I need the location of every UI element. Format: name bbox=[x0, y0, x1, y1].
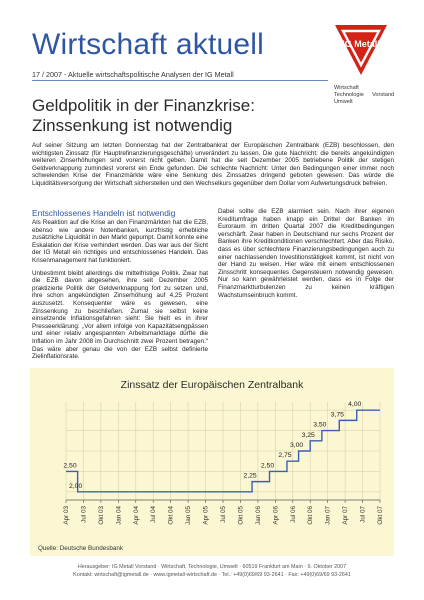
x-tick-label: Okt 07 bbox=[377, 506, 384, 525]
chart-title: Zinssatz der Europäischen Zentralbank bbox=[120, 379, 304, 391]
x-tick-label: Jan 04 bbox=[115, 506, 123, 525]
article-title bbox=[32, 96, 255, 136]
footer bbox=[0, 563, 424, 579]
chart-source: Quelle: Deutsche Bundesbank bbox=[38, 545, 124, 552]
col2-paragraph-1: Dabei sollte die EZB alarmiert sein. Nach ihrer eigenen Kreditumfrage haben knapp ein Drittel der Banken im Euroraum im dritten Quartal 2007 die Kreditbedingungen verschärft. Zwar haben in Deutschland nur sechs Prozent der Banken ihre Kreditkonditionen verschlechtert. Aber das Risiko, dass es über schlechtere Finanzierungsbedingungen auch zu einer nachlassenden Investitionstätigkeit kommt, ist nicht von der Hand zu weisen. Hier wäre mit einem entschlossenen Zinsschritt konsequentes Gegensteuern notwendig gewesen. Nur so kann gewährleistet werden, dass es in Folge der Finanzmarktturbulenzen zu keinen kräftigen Wachstumseinbruch kommt. bbox=[218, 208, 394, 299]
column-right bbox=[218, 208, 394, 304]
x-tick-label: Okt 04 bbox=[167, 506, 175, 525]
issue-line: 17 / 2007 - Aktuelle wirtschaftspolitische Analysen der IG Metall bbox=[32, 70, 234, 79]
x-tick-label: Okt 05 bbox=[237, 506, 245, 525]
logo-text: IG Metall bbox=[342, 39, 380, 49]
col1-paragraph-2: Unbestimmt bleibt allerdings die mittelfristige Politik. Zwar hat die EZB davon abgesehen, ihre seit Dezember 2005 praktizierte Politik der Geldverknappung fort zu setzen und, ihre schon angekündigten Zinserhöhung auf 4,25 Prozent auszusetzt. Konsequenter wäre es gewesen, eine Zinssenkung zu beschließen. Zumal sie selbst keine einsetzende Inflationsgefahren sieht: Sie hielt es in ihrer Presseerklärung: „Vor allem infolge von Kapazitätsengpässen und einer relativ angespannten Arbeitsmarktlage dürfte die Inflation im Jahr 2008 im Durchschnitt zwei Prozent betragen.“ Das wäre aber genau die von der EZB selbst definierte Zielinflationsrate. bbox=[32, 269, 208, 361]
data-label: 2,00 bbox=[69, 482, 83, 490]
unit-line-3: Umwelt bbox=[334, 99, 353, 105]
lead-paragraph: Auf seiner Sitzung am letzten Donnerstag hat der Zentralbankrat der Europäischen Zentralbank (EZB) beschlossen, den wichtigsten Zinssatz (für Hauptrefinanzierungsgeschäfte) unverändert zu lassen. Die gute Nachricht: die bereits angekündigten weiteren Zinserhöhungen sind vorerst nicht geben. Damit hat die seit Dezember 2005 betriebene Politik der stetigen Geldverknappung zumindest vorerst ein Ende gefunden. Die schlechte Nachricht: Unter den Bedingungen einer immer noch schwelenden Krise der Finanzmärkte wäre eine Senkung des Zinssatzes dringend geboten gewesen. Das würde die Liquiditätsversorgung der Wirtschaft sicherstellen und den Wechselkurs gegenüber dem Dollar vom Aufwertungsdruck befreien. bbox=[32, 142, 394, 187]
x-tick-label: Apr 03 bbox=[63, 506, 70, 525]
x-tick-label: Apr 04 bbox=[132, 506, 140, 525]
x-tick-label: Apr 07 bbox=[342, 506, 350, 525]
x-tick-label: Jul 03 bbox=[80, 506, 88, 523]
chart-data-labels bbox=[63, 401, 361, 490]
col1-paragraph-1: Als Reaktion auf die Krise an den Finanzmärkten hat die EZB, ebenso wie andere Notenbanken, kurzfristig erhebliche zusätzliche Liquidität in den Markt gepumpt. Damit konnte eine Eskalation der Krise verhindert werden. Das war aus der Sicht der IG Metall ein richtiges und entschlossenes Handeln. Das Krisenmanagement hat funktioniert. bbox=[32, 219, 208, 264]
data-label: 3,00 bbox=[289, 442, 304, 449]
unit-right: Vorstand bbox=[372, 92, 395, 98]
header-divider bbox=[32, 80, 328, 81]
data-label: 3,25 bbox=[301, 431, 315, 439]
data-label: 2,50 bbox=[260, 462, 275, 470]
section-subhead: Entschlossenes Handeln ist notwendig bbox=[32, 208, 176, 218]
chart-tick-labels bbox=[63, 506, 384, 525]
x-tick-label: Okt 03 bbox=[97, 506, 105, 525]
data-label: 2,75 bbox=[278, 452, 292, 460]
column-left bbox=[32, 208, 208, 366]
title-line-2: Zinssenkung ist notwendig bbox=[32, 116, 233, 135]
x-tick-label: Jan 06 bbox=[254, 506, 262, 525]
x-tick-label: Jul 04 bbox=[150, 506, 158, 523]
ig-metall-logo bbox=[331, 17, 391, 79]
x-tick-label: Jul 07 bbox=[359, 506, 367, 523]
unit-line-1: Wirtschaft bbox=[334, 85, 359, 91]
footer-line-1: Herausgeber: IG Metall Vorstand · Wirtschaft, Technologie, Umwelt · 60519 Frankfurt am Main · 9. Oktober 2007 bbox=[77, 564, 347, 570]
x-tick-label: Jan 07 bbox=[324, 506, 332, 525]
data-label: 3,75 bbox=[330, 411, 344, 419]
unit-line-2: Technologie bbox=[334, 92, 364, 98]
unit-block bbox=[334, 85, 395, 106]
interest-rate-chart bbox=[30, 368, 394, 556]
data-label: 2,50 bbox=[63, 462, 77, 470]
x-tick-label: Apr 05 bbox=[202, 506, 210, 525]
masthead-title: Wirtschaft aktuell bbox=[32, 28, 264, 61]
x-tick-label: Jul 06 bbox=[289, 506, 297, 523]
chart-axis bbox=[66, 500, 380, 503]
data-label: 2,25 bbox=[243, 472, 257, 480]
footer-line-2: Kontakt: wirtschaft@igmetall.de · www.igmetall-wirtschaft.de · Tel.: +49(0)69/69 93-2641 · Fax: +49(0)69/69 93-2641 bbox=[73, 572, 351, 578]
data-label: 3,50 bbox=[313, 421, 327, 429]
title-line-1: Geldpolitik in der Finanzkrise: bbox=[32, 96, 255, 115]
x-tick-label: Jul 05 bbox=[220, 506, 227, 523]
data-label: 4,00 bbox=[348, 401, 362, 409]
x-tick-label: Jan 05 bbox=[185, 506, 193, 525]
chart-svg bbox=[30, 368, 394, 556]
x-tick-label: Apr 06 bbox=[272, 506, 280, 525]
x-tick-label: Okt 06 bbox=[307, 506, 315, 525]
